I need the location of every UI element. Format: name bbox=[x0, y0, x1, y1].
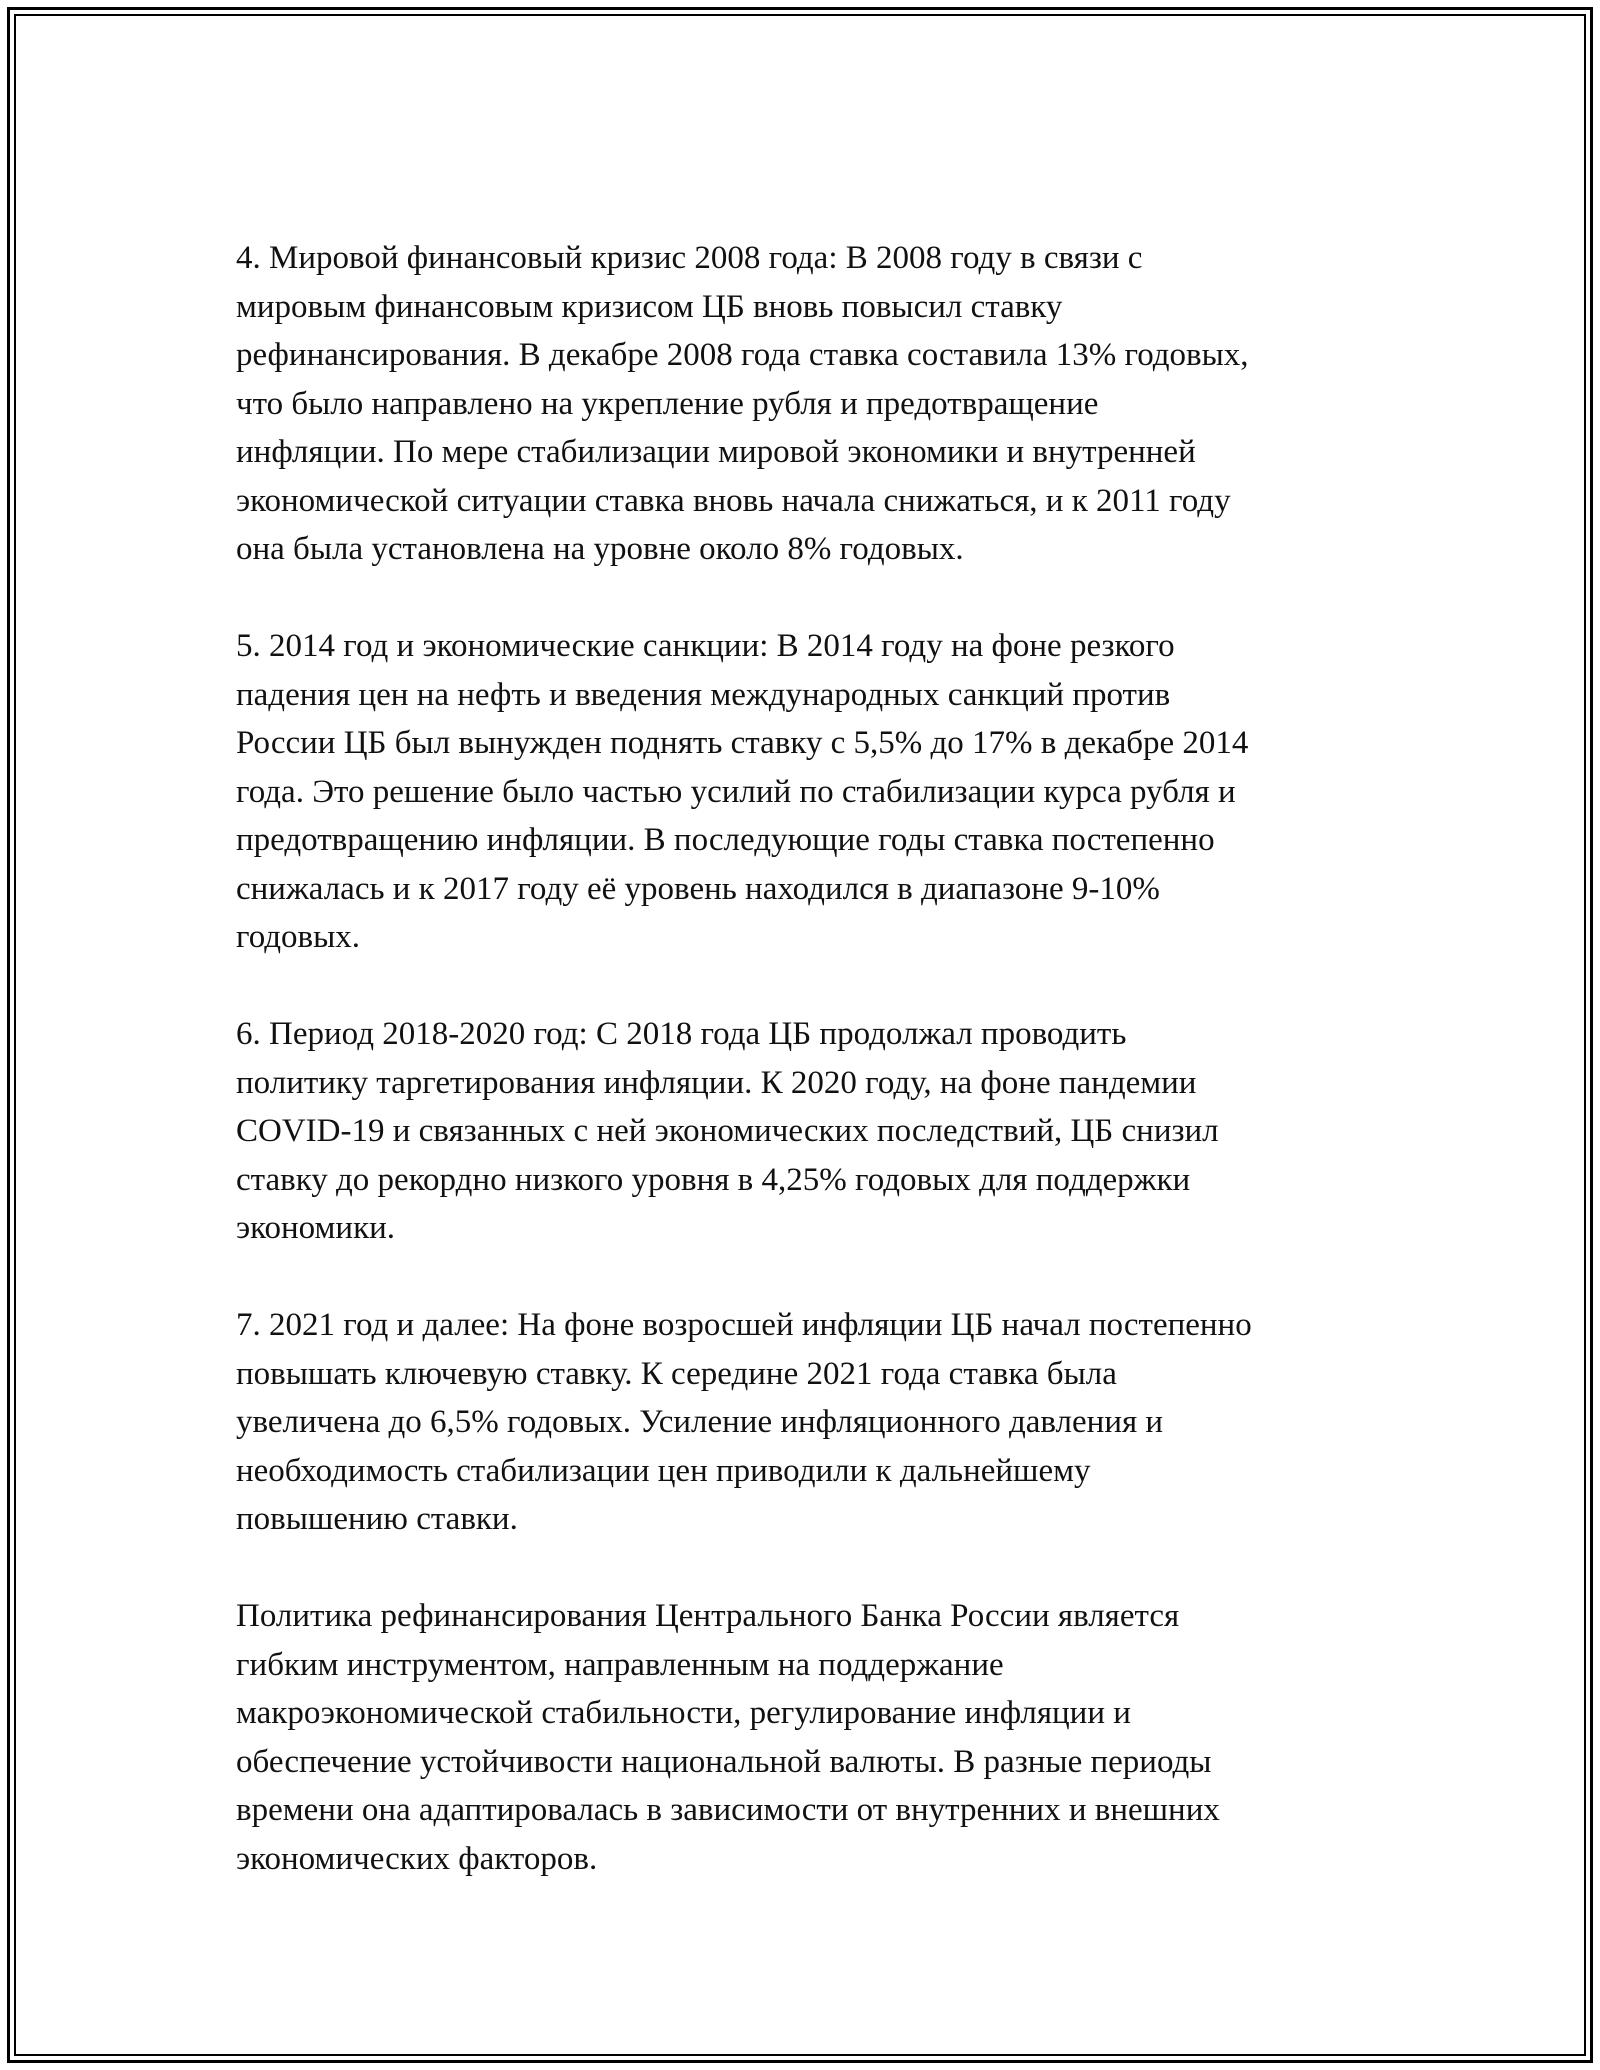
paragraph-2008-crisis bbox=[236, 234, 1376, 574]
text-line: Политика рефинансирования Центрального Банка России является bbox=[236, 1598, 1180, 1634]
document-body bbox=[236, 234, 1376, 1932]
text-line: экономической ситуации ставка вновь начала снижаться, и к 2011 году bbox=[236, 482, 1231, 519]
text-line: предотвращению инфляции. В последующие годы ставка постепенно bbox=[236, 822, 1215, 858]
text-line: года. Это решение было частью усилий по стабилизации курса рубля и bbox=[236, 773, 1236, 810]
text-line: она была установлена на уровне около 8% годовых. bbox=[236, 531, 964, 567]
text-line: гибким инструментом, направленным на поддержание bbox=[236, 1646, 1004, 1683]
text-line: обеспечение устойчивости национальной валюты. В разные периоды bbox=[236, 1743, 1212, 1780]
text-line: 7. 2021 год и далее: На фоне возросшей инфляции ЦБ начал постепенно bbox=[236, 1307, 1252, 1343]
text-line: 5. 2014 год и экономические санкции: В 2014 году на фоне резкого bbox=[236, 628, 1175, 664]
paragraph-2018-2020 bbox=[236, 1010, 1376, 1253]
text-line: что было направлено на укрепление рубля и предотвращение bbox=[236, 385, 1099, 422]
text-line: падения цен на нефть и введения международных санкций против bbox=[236, 676, 1171, 713]
text-line: экономики. bbox=[236, 1210, 396, 1246]
text-line: инфляции. По мере стабилизации мировой экономики и внутренней bbox=[236, 434, 1196, 470]
text-line: годовых. bbox=[236, 919, 361, 955]
text-line: снижалась и к 2017 году её уровень находился в диапазоне 9-10% bbox=[236, 870, 1160, 907]
text-line: времени она адаптировалась в зависимости от внутренних и внешних bbox=[236, 1792, 1220, 1828]
text-line: повышению ставки. bbox=[236, 1501, 518, 1537]
text-line: политику таргетирования инфляции. К 2020 году, на фоне пандемии bbox=[236, 1064, 1197, 1101]
text-line: макроэкономической стабильности, регулирование инфляции и bbox=[236, 1695, 1131, 1731]
text-line: России ЦБ был вынужден поднять ставку с 5,5% до 17% в декабре 2014 bbox=[236, 725, 1249, 761]
text-line: экономических факторов. bbox=[236, 1840, 598, 1877]
text-line: COVID-19 и связанных с ней экономических последствий, ЦБ снизил bbox=[236, 1113, 1219, 1149]
paragraph-conclusion bbox=[236, 1592, 1376, 1883]
text-line: мировым финансовым кризисом ЦБ вновь повысил ставку bbox=[236, 288, 1063, 325]
paragraph-2021-onward bbox=[236, 1301, 1376, 1544]
text-line: 6. Период 2018-2020 год: С 2018 года ЦБ продолжал проводить bbox=[236, 1016, 1127, 1052]
text-line: увеличена до 6,5% годовых. Усиление инфляционного давления и bbox=[236, 1404, 1164, 1440]
text-line: необходимость стабилизации цен приводили к дальнейшему bbox=[236, 1452, 1091, 1489]
paragraph-2014-sanctions bbox=[236, 622, 1376, 962]
text-line: ставку до рекордно низкого уровня в 4,25% годовых для поддержки bbox=[236, 1161, 1191, 1198]
text-line: повышать ключевую ставку. К середине 2021 года ставка была bbox=[236, 1355, 1117, 1392]
text-line: рефинансирования. В декабре 2008 года ставка составила 13% годовых, bbox=[236, 337, 1249, 373]
text-line: 4. Мировой финансовый кризис 2008 года: В 2008 году в связи с bbox=[236, 240, 1143, 276]
